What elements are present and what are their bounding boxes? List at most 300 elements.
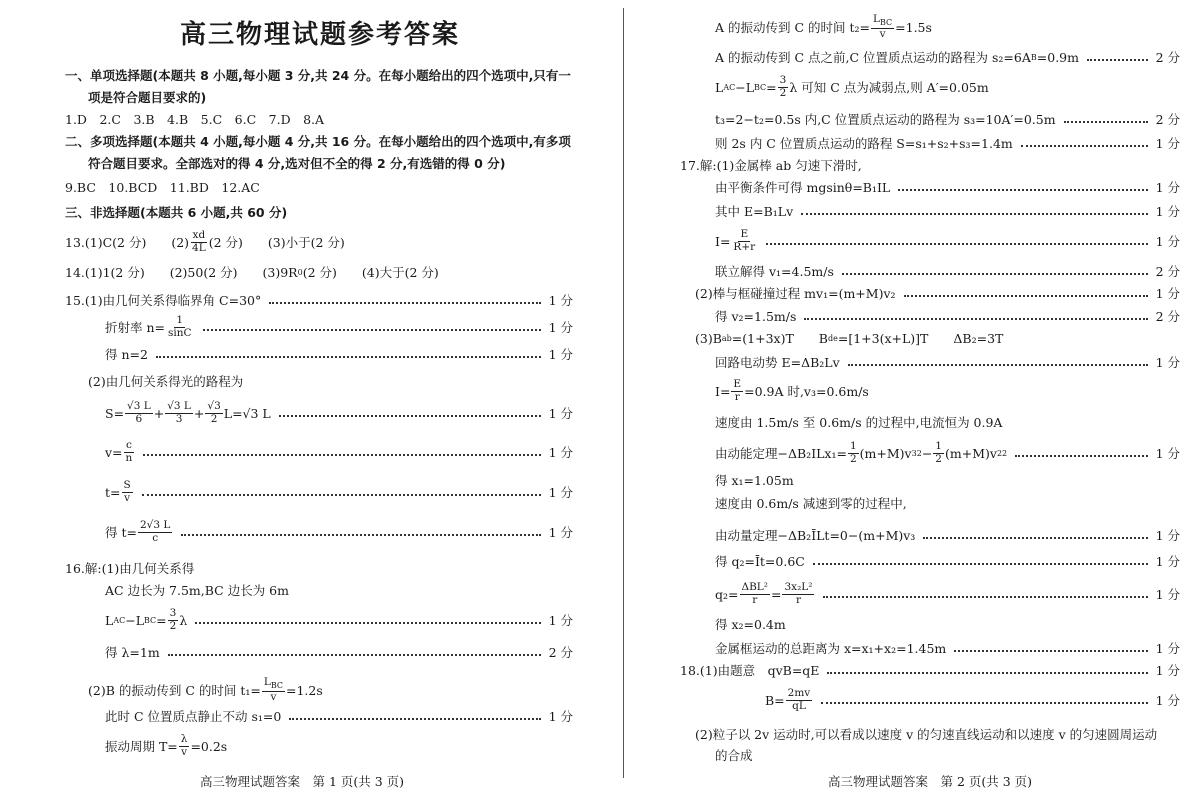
text-run: 得 x₁=1.05m xyxy=(715,473,794,488)
denominator xyxy=(794,595,803,606)
answer-line xyxy=(715,76,989,98)
score-label: 2 分 xyxy=(1155,112,1180,127)
text-run: 2 xyxy=(779,86,787,99)
answer-line xyxy=(695,723,1157,745)
text-run: 则 2s 内 C 位置质点运动的路程 S=s₁+s₂+s₃=1.4m xyxy=(715,136,1013,151)
line-text xyxy=(65,110,324,128)
subscript: 0 xyxy=(297,267,303,277)
line-text xyxy=(715,552,805,570)
line-text xyxy=(65,559,194,577)
score-label: 2 分 xyxy=(1155,309,1180,324)
text-run: 1 xyxy=(849,440,857,453)
text-run: − xyxy=(921,445,933,461)
line-text xyxy=(105,581,289,599)
dotted-leader xyxy=(842,273,1148,275)
text-run: (2 分) (3)小于(2 分) xyxy=(208,235,345,250)
dotted-leader xyxy=(1015,455,1147,457)
answer-line xyxy=(105,481,573,503)
text-run: 6 xyxy=(135,412,143,425)
text-run: (2)棒与框碰撞过程 mv₁=(m+M)v₂ xyxy=(695,286,896,301)
answer-line xyxy=(715,351,1180,373)
score-label: 1 分 xyxy=(1155,234,1180,249)
text-run: λ 可知 C 点为减弱点,则 A′=0.05m xyxy=(789,80,989,95)
answer-line xyxy=(65,231,345,253)
dotted-leader xyxy=(801,213,1147,215)
fraction xyxy=(871,14,894,40)
line-text xyxy=(65,291,261,309)
score-label: 1 分 xyxy=(1155,286,1180,301)
denominator xyxy=(190,243,208,254)
dotted-leader xyxy=(168,654,541,656)
line-text xyxy=(715,110,1056,128)
score-label: 2 分 xyxy=(1155,50,1180,65)
dotted-leader xyxy=(804,318,1147,320)
score-label: 1 分 xyxy=(548,320,573,335)
answer-line xyxy=(65,557,194,579)
text-run: =0.9A 时,v₃=0.6m/s xyxy=(744,384,869,399)
score-label: 2 分 xyxy=(1155,264,1180,279)
text-run: L xyxy=(263,676,271,689)
answer-line xyxy=(65,176,260,198)
text-run: = xyxy=(156,612,167,628)
text-run: 3 xyxy=(779,74,787,87)
fraction xyxy=(166,315,194,338)
dotted-leader xyxy=(823,596,1147,598)
text-run: B= xyxy=(765,692,785,708)
denominator xyxy=(790,701,808,712)
text-run: AC 边长为 7.5m,BC 边长为 6m xyxy=(105,583,289,598)
denominator xyxy=(848,454,859,465)
dotted-leader xyxy=(821,702,1147,704)
line-text xyxy=(65,132,571,150)
numerator xyxy=(262,677,285,691)
answer-line xyxy=(695,327,1003,349)
text-run: 2 xyxy=(935,452,942,465)
text-run: I= xyxy=(715,383,731,399)
text-run: 得 v₂=1.5m/s xyxy=(715,309,797,324)
line-text xyxy=(715,202,793,220)
answer-line xyxy=(105,343,573,365)
text-run: 得 x₂=0.4m xyxy=(715,617,786,632)
text-run: = xyxy=(770,586,782,602)
line-text xyxy=(715,134,1013,152)
fraction xyxy=(848,441,859,464)
text-run: c xyxy=(125,439,132,452)
line-text xyxy=(105,440,135,463)
text-run: 由平衡条件可得 mgsinθ=B₁IL xyxy=(715,180,891,195)
text-run: 折射率 n= xyxy=(105,320,165,335)
text-run: A 的振动传到 C 点之前,C 位置质点运动的路程为 s₂=6A xyxy=(715,50,1031,65)
answer-line xyxy=(65,261,439,283)
line-text xyxy=(88,677,323,703)
answer-line xyxy=(715,613,786,635)
answer-line xyxy=(105,579,289,601)
text-run: L xyxy=(873,13,880,26)
text-run: L xyxy=(715,79,724,95)
dotted-leader xyxy=(1087,59,1148,61)
text-run: (2 分) (4)大于(2 分) xyxy=(302,265,439,280)
answer-line xyxy=(680,154,862,176)
line-text xyxy=(105,401,271,424)
subscript: BC xyxy=(754,82,767,92)
text-run: (m+M)v xyxy=(944,445,997,461)
text-run: 此时 C 位置质点静止不动 s₁=0 xyxy=(105,709,282,724)
line-text xyxy=(715,526,915,544)
text-run: S xyxy=(123,479,131,492)
fraction xyxy=(778,75,789,98)
subscript: BC xyxy=(879,18,893,28)
denominator xyxy=(124,453,135,464)
line-text xyxy=(105,520,173,543)
line-text xyxy=(88,88,206,106)
text-run: =1.5s xyxy=(895,19,932,35)
score-label: 1 分 xyxy=(1155,446,1180,461)
fraction xyxy=(262,677,285,703)
line-text xyxy=(715,471,794,489)
text-run: v= xyxy=(105,444,123,460)
answer-line xyxy=(715,108,1180,130)
line-text xyxy=(680,156,862,174)
text-run: r xyxy=(734,390,740,403)
superscript: 2 xyxy=(916,448,922,458)
score-label: 1 分 xyxy=(548,445,573,460)
line-text xyxy=(715,75,989,98)
text-run: n xyxy=(125,451,133,464)
answer-line xyxy=(715,411,1002,433)
text-run: 得 n=2 xyxy=(105,347,148,362)
text-run: (2)由几何关系得光的路程为 xyxy=(88,374,244,389)
score-label: 1 分 xyxy=(1155,204,1180,219)
dotted-leader xyxy=(827,672,1147,674)
denominator xyxy=(750,595,759,606)
dotted-leader xyxy=(142,494,541,496)
dotted-leader xyxy=(203,329,541,331)
score-label: 1 分 xyxy=(1155,528,1180,543)
line-text xyxy=(695,284,896,302)
text-run: v xyxy=(879,27,886,40)
answer-line xyxy=(715,550,1180,572)
text-run: t= xyxy=(105,484,121,500)
answer-line xyxy=(715,469,794,491)
line-text xyxy=(105,315,195,338)
score-label: 1 分 xyxy=(548,485,573,500)
text-run: 2 xyxy=(849,452,857,465)
line-text xyxy=(715,746,753,764)
answer-line xyxy=(105,735,227,757)
text-run: 9.BC 10.BCD 11.BD 12.AC xyxy=(65,180,260,195)
dotted-leader xyxy=(766,243,1147,245)
text-run: 13.(1)C(2 分) (2) xyxy=(65,235,190,250)
answer-line xyxy=(88,370,243,392)
text-run: S= xyxy=(105,405,125,421)
text-run: 1.D 2.C 3.B 4.B 5.C 6.C 7.D 8.A xyxy=(65,112,325,127)
answer-line xyxy=(715,637,1180,659)
text-run: 14.(1)1(2 分) (2)50(2 分) (3)9R xyxy=(65,265,298,280)
text-run: (m+M)v xyxy=(859,445,912,461)
text-run: q₂= xyxy=(715,586,739,602)
text-run: =0.2s xyxy=(190,738,228,754)
text-run: E xyxy=(740,228,749,241)
page-title: 高三物理试题参考答案 xyxy=(179,20,460,50)
fraction xyxy=(122,480,133,503)
text-run: √3 L xyxy=(127,400,151,413)
text-run: 符合题目要求。全部选对的得 4 分,选对但不全的得 2 分,有选错的得 0 分) xyxy=(88,156,506,171)
fraction xyxy=(205,401,222,424)
dotted-leader xyxy=(181,534,540,536)
answer-line xyxy=(715,132,1180,154)
text-run: A 的振动传到 C 的时间 t₂= xyxy=(715,20,870,35)
page-footer: 高三物理试题答案 第 2 页(共 3 页) xyxy=(828,774,1033,789)
answer-line xyxy=(715,442,1180,464)
line-text xyxy=(105,734,227,757)
text-run: 1 xyxy=(176,314,184,327)
text-run: λ xyxy=(179,612,188,628)
dotted-leader xyxy=(195,622,540,624)
text-run: 由动量定理−ΔB₂ĪLt=0−(m+M)v₃ xyxy=(715,528,916,543)
line-text xyxy=(715,379,869,402)
dotted-leader xyxy=(156,356,541,358)
line-text xyxy=(715,307,796,325)
text-run: qL xyxy=(792,699,806,712)
dotted-leader xyxy=(898,189,1147,191)
subscript: AC xyxy=(723,82,736,92)
text-run: 1 xyxy=(935,440,942,453)
answer-line xyxy=(105,316,573,338)
answer-line xyxy=(715,230,1180,252)
text-run: √3 xyxy=(207,400,221,413)
denominator xyxy=(179,747,189,758)
line-text xyxy=(715,262,834,280)
score-label: 1 分 xyxy=(548,525,573,540)
score-label: 1 分 xyxy=(548,406,573,421)
answer-line xyxy=(105,402,573,424)
answer-line xyxy=(715,176,1180,198)
text-run: 得 λ=1m xyxy=(105,645,160,660)
fraction xyxy=(731,379,743,402)
superscript: 2 xyxy=(1002,448,1008,458)
text-run: E xyxy=(733,378,742,391)
answer-line xyxy=(65,64,571,86)
text-run: sinC xyxy=(168,326,192,339)
text-run: 2 xyxy=(210,412,218,425)
denominator xyxy=(134,414,145,425)
text-run: 项是符合题目要求的) xyxy=(88,90,207,105)
subscript: AC xyxy=(113,615,126,625)
answer-line xyxy=(715,305,1180,327)
text-run: r xyxy=(795,593,801,606)
line-text xyxy=(715,229,758,252)
text-run: 3x₂L² xyxy=(784,581,813,594)
text-run: v xyxy=(181,745,188,758)
answer-line xyxy=(715,583,1180,605)
text-run: t₃=2−t₂=0.5s 内,C 位置质点运动的路程为 s₃=10A′=0.5m xyxy=(715,112,1056,127)
subscript: 2 xyxy=(996,448,1003,458)
line-text xyxy=(715,615,786,633)
subscript: BC xyxy=(144,615,157,625)
text-run: + xyxy=(153,405,165,421)
score-label: 1 分 xyxy=(1155,663,1180,678)
fraction xyxy=(782,582,814,605)
line-text xyxy=(105,707,281,725)
text-run: 得 q₂=Īt=0.6C xyxy=(715,554,805,569)
text-run: 振动周期 T= xyxy=(105,739,178,754)
score-label: 1 分 xyxy=(1155,355,1180,370)
score-label: 1 分 xyxy=(548,347,573,362)
text-run: 2mv xyxy=(787,687,811,700)
answer-line xyxy=(765,689,1180,711)
answer-line xyxy=(715,492,907,514)
text-run: 的合成 xyxy=(715,748,753,763)
answer-line xyxy=(680,659,1180,681)
text-run: 速度由 0.6m/s 减速到零的过程中, xyxy=(715,496,907,511)
text-run: r xyxy=(752,593,758,606)
subscript: BC xyxy=(270,681,283,691)
answer-line xyxy=(715,200,1180,222)
line-text xyxy=(65,203,287,221)
score-label: 1 分 xyxy=(1155,554,1180,569)
dotted-leader xyxy=(904,295,1148,297)
text-run: 三、非选择题(本题共 6 小题,共 60 分) xyxy=(65,205,288,220)
line-text xyxy=(715,441,1007,464)
answer-line xyxy=(88,676,323,703)
line-text xyxy=(715,48,1079,66)
answer-line xyxy=(715,46,1180,68)
text-run: 17.解:(1)金属棒 ab 匀速下滑时, xyxy=(680,158,862,173)
text-run: 二、多项选择题(本题共 4 小题,每小题 4 分,共 16 分。在每小题给出的四个选项中,有多项 xyxy=(65,134,571,149)
subscript: 3 xyxy=(911,448,917,458)
fraction xyxy=(731,229,757,252)
answer-line xyxy=(88,152,505,174)
text-run: λ xyxy=(180,733,188,746)
dotted-leader xyxy=(1064,121,1148,123)
denominator xyxy=(731,242,757,253)
dotted-leader xyxy=(269,302,540,304)
line-text xyxy=(715,353,840,371)
line-text xyxy=(715,639,946,657)
text-run: L=√3 L xyxy=(223,405,271,421)
text-run: (3)B xyxy=(695,330,722,346)
denominator xyxy=(150,533,160,544)
text-run: =0.9m xyxy=(1036,49,1079,65)
text-run: xd xyxy=(192,229,206,242)
text-run: 回路电动势 E=ΔB₂Lv xyxy=(715,355,840,370)
line-text xyxy=(715,178,890,196)
answer-line xyxy=(65,108,324,130)
text-run: =1.2s xyxy=(286,682,323,698)
line-text xyxy=(715,582,815,605)
line-text xyxy=(88,372,243,390)
text-run: (2)粒子以 2v 运动时,可以看成以速度 v 的匀速直线运动和以速度 v 的匀速圆周运动 xyxy=(695,727,1158,742)
line-text xyxy=(105,643,160,661)
text-run: =(1+3x)T B xyxy=(731,331,828,346)
text-run: 2 xyxy=(169,619,177,632)
text-run: 联立解得 v₁=4.5m/s xyxy=(715,264,834,279)
answer-line xyxy=(65,289,573,311)
fraction xyxy=(190,230,208,253)
subscript: B xyxy=(1030,52,1037,62)
answer-page-2 xyxy=(628,0,1192,800)
text-run: 得 t= xyxy=(105,525,137,540)
text-run: 金属框运动的总距离为 x=x₁+x₂=1.45m xyxy=(715,641,947,656)
answer-line xyxy=(715,260,1180,282)
line-text xyxy=(105,480,134,503)
text-run: 18.(1)由题意 qvB=qE xyxy=(680,663,820,678)
score-label: 2 分 xyxy=(548,645,573,660)
text-run: I= xyxy=(715,233,731,249)
text-run: −L xyxy=(125,612,144,628)
answer-line xyxy=(715,524,1180,546)
dotted-leader xyxy=(923,537,1147,539)
text-run: = xyxy=(766,79,777,95)
score-label: 1 分 xyxy=(1155,693,1180,708)
answer-line xyxy=(88,86,206,108)
fraction xyxy=(740,582,770,605)
denominator xyxy=(122,493,132,504)
answer-line xyxy=(715,380,869,402)
text-run: 3 xyxy=(175,412,183,425)
text-run: 由动能定理−ΔB₂ILx₁= xyxy=(715,446,847,461)
line-text xyxy=(715,494,907,512)
line-text xyxy=(105,608,187,631)
denominator xyxy=(174,414,185,425)
text-run: 速度由 1.5m/s 至 0.6m/s 的过程中,电流恒为 0.9A xyxy=(715,415,1003,430)
dotted-leader xyxy=(954,650,1147,652)
answer-line xyxy=(695,282,1180,304)
text-run: 4L xyxy=(192,241,206,254)
fraction xyxy=(179,734,190,757)
line-text xyxy=(680,661,819,679)
text-run: 16.解:(1)由几何关系得 xyxy=(65,561,195,576)
subscript: de xyxy=(827,333,838,343)
page-footer: 高三物理试题答案 第 1 页(共 3 页) xyxy=(200,774,405,789)
score-label: 1 分 xyxy=(1155,641,1180,656)
text-run: L xyxy=(105,612,114,628)
fraction xyxy=(124,440,135,463)
line-text xyxy=(65,263,439,281)
score-label: 1 分 xyxy=(1155,587,1180,602)
fraction xyxy=(165,401,193,424)
line-text xyxy=(88,154,505,172)
text-run: c xyxy=(152,531,159,544)
dotted-leader xyxy=(1021,145,1148,147)
score-label: 1 分 xyxy=(548,293,573,308)
line-text xyxy=(765,688,813,711)
text-run: + xyxy=(193,405,205,421)
text-run: 其中 E=B₁Lv xyxy=(715,204,794,219)
text-run: (2)B 的振动传到 C 的时间 t₁= xyxy=(88,683,261,698)
denominator xyxy=(209,414,220,425)
text-run: 一、单项选择题(本题共 8 小题,每小题 3 分,共 24 分。在每小题给出的四个选项中,只有一 xyxy=(65,68,571,83)
dotted-leader xyxy=(143,454,540,456)
answer-line xyxy=(105,641,573,663)
text-run: 2√3 L xyxy=(139,519,171,532)
denominator xyxy=(778,88,789,99)
text-run: √3 L xyxy=(167,400,191,413)
line-text xyxy=(65,178,260,196)
dotted-leader xyxy=(279,415,541,417)
text-run: 15.(1)由几何关系得临界角 C=30° xyxy=(65,293,262,308)
line-text xyxy=(65,66,571,84)
text-run: R+r xyxy=(733,240,756,253)
score-label: 1 分 xyxy=(548,709,573,724)
line-text xyxy=(715,14,932,40)
line-text xyxy=(715,413,1002,431)
fraction xyxy=(125,401,153,424)
text-run: v xyxy=(124,491,131,504)
denominator xyxy=(933,454,944,465)
text-run: ΔBL² xyxy=(741,581,768,594)
line-text xyxy=(695,329,1003,347)
